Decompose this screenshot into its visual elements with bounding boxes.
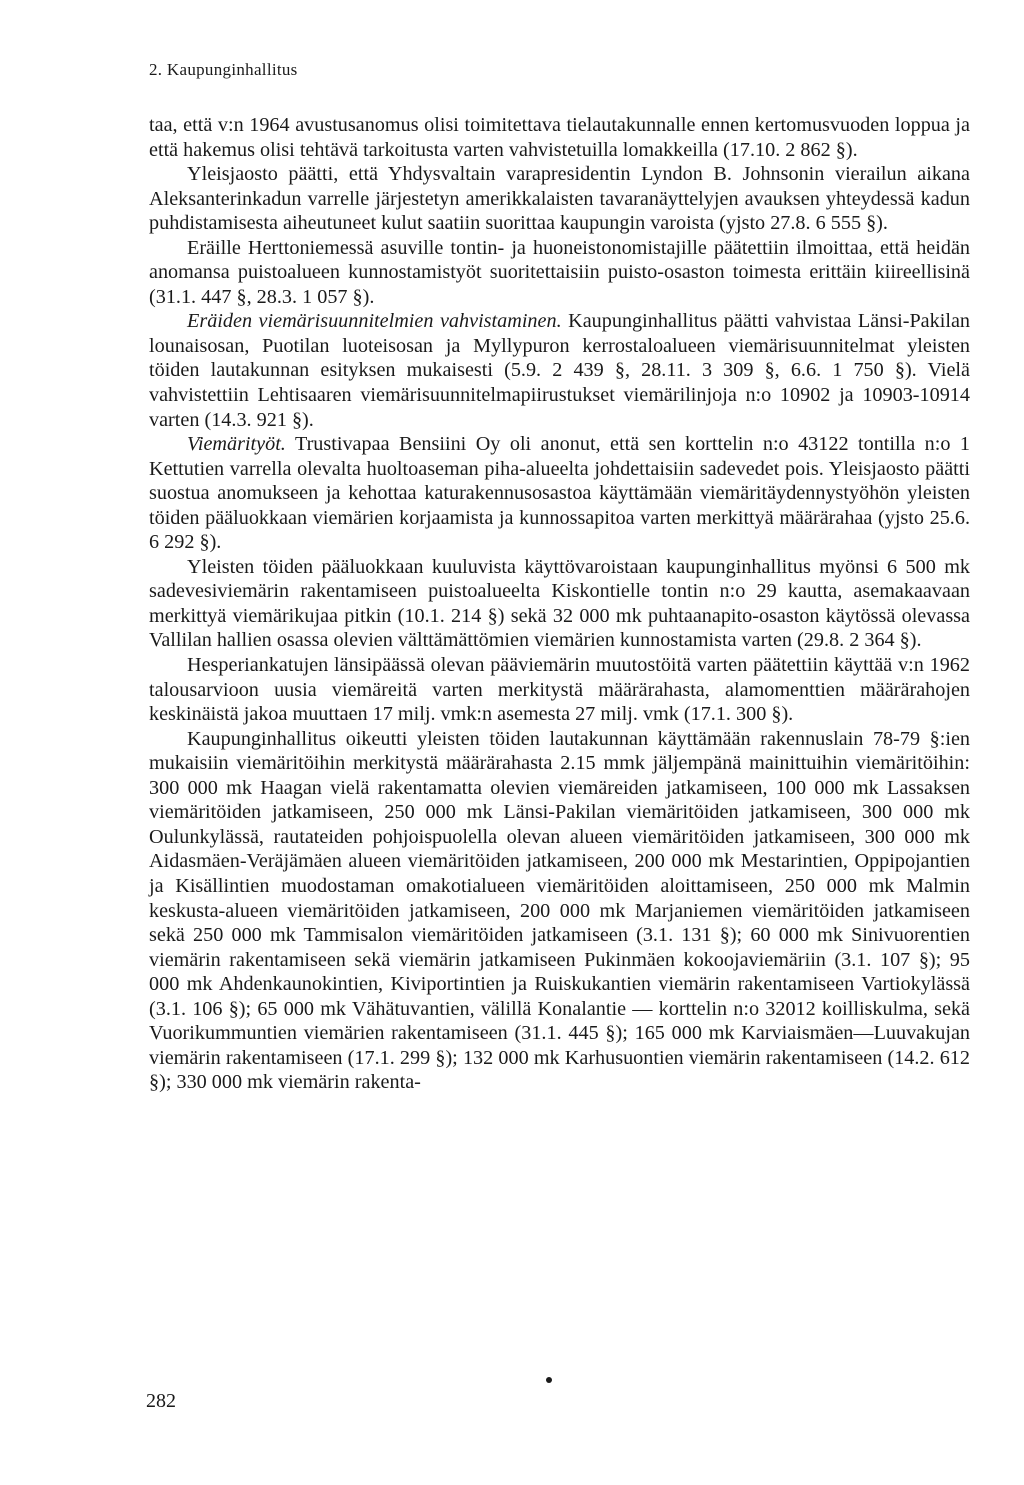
paragraph-4 [149,309,970,432]
paragraph-8 [149,727,970,1095]
paragraph-text: Eräille Herttoniemessä asuville tontin- ja huoneistonomistajille päätettiin ilmoittaa, että heidän anomansa puistoalueen kunnostamistyöt suoritettaisiin puisto-osaston toimesta erittäin kiireellisinä (31.1. 447 §, 28.3. 1 057 §). [149,236,970,308]
paragraph-text: Trustivapaa Bensiini Oy oli anonut, että sen korttelin n:o 43122 tontilla n:o 1 Kettutien varrella olevalta huoltoaseman piha-alueelta johdettaisiin sadevedet pois. Yleisjaosto päätti suostua anomukseen ja kehottaa katurakennusosastoa käyttämään viemäritäydennystyöhön yleisten töiden pääluokkaan viemärien korjaamista ja kunnossapitoa varten merkittyä määrärahaa (yjsto 25.6. 6 292 §). [149,433,970,554]
paragraph-5 [149,432,970,555]
paragraph-1 [149,113,970,162]
paragraph-text: taa, että v:n 1964 avustusanomus olisi toimitettava tielautakunnalle ennen kertomusvuoden loppua ja että hakemus olisi tehtävä tarkoitusta varten vahvistetuilla lomakkeilla (17.10. 2 862 §). [149,114,970,161]
section-heading: Viemärityöt. [187,433,286,456]
body-text [149,113,970,1095]
page-number: 282 [146,1390,176,1412]
paragraph-7 [149,653,970,727]
running-head: 2. Kaupunginhallitus [149,60,298,79]
paragraph-6 [149,555,970,653]
paragraph-2 [149,162,970,236]
print-dot-mark [546,1377,552,1383]
paragraph-3 [149,236,970,310]
paragraph-text: Yleisten töiden pääluokkaan kuuluvista käyttövaroistaan kaupunginhallitus myönsi 6 500 mk sadevesiviemärin rakentamiseen puistoalueelta Kiskontielle tontin n:o 29 kautta, asemakaavaan merkittyä viemärikujaa pitkin (10.1. 214 §) sekä 32 000 mk puhtaanapito-osaston käytössä olevassa Vallilan hallien osassa olevien välttämättömien viemärien kunnostamista varten (29.8. 2 364 §). [149,555,970,652]
paragraph-text: Kaupunginhallitus oikeutti yleisten töiden lautakunnan käyttämään rakennuslain 78-79 §:ien mukaisiin viemäritöihin merkitystä määrärahasta 2.15 mmk jäljempänä mainittuihin viemäritöihin: 300 000 mk Haagan vielä rakentamatta olevien viemäreiden jatkamiseen, 100 000 mk Lassaksen viemäritöiden jatkamiseen, 250 000 mk Länsi-Pakilan viemäritöiden jatkamiseen, 300 000 mk Oulunkylässä, rautateiden pohjoispuolella olevan alueen viemäritöiden jatkamiseen, 300 000 mk Aidasmäen-Veräjämäen alueen viemäritöiden jatkamiseen, 200 000 mk Mestarintien, Oppipojantien ja Kisällintien muodostaman omakotialueen viemäritöiden aloittamiseen, 250 000 mk Malmin keskusta-alueen viemäritöiden jatkamiseen, 200 000 mk Marjaniemen viemäritöiden jatkamiseen sekä 250 000 mk Tammisalon viemäritöiden jatkamiseen (3.1. 131 §); 60 000 mk Sinivuorentien viemärin rakentamiseen sekä viemärin jatkamiseen Pukinmäen kokoojaviemäriin (3.1. 107 §); 95 000 mk Ahdenkaunokintien, Kiviportintien ja Ruiskukantien viemärin rakentamiseen Vartiokylässä (3.1. 106 §); 65 000 mk Vähätuvantien, välillä Konalantie — korttelin n:o 32012 koilliskulma, sekä Vuorikummuntien viemärien rakentamiseen (31.1. 445 §); 165 000 mk Karviaismäen—Luuvakujan viemärin rakentamiseen (17.1. 299 §); 132 000 mk Karhusuontien viemärin rakentamiseen (14.2. 612 §); 330 000 mk viemärin rakenta- [149,727,970,1094]
paragraph-text: Hesperiankatujen länsipäässä olevan pääviemärin muutostöitä varten päätettiin käyttää v:n 1962 talousarvioon uusia viemäreitä varten merkitystä määrärahasta, alamomenttien määrärahojen keskinäistä jakoa muuttaen 17 milj. vmk:n asemesta 27 milj. vmk (17.1. 300 §). [149,654,970,726]
paragraph-text: Yleisjaosto päätti, että Yhdysvaltain varapresidentin Lyndon B. Johnsonin vierailun aikana Aleksanterinkadun varrelle järjestetyn amerikkalaisten tavaranäyttelyjen avauksen yhteydessä kadun puhdistamisesta aiheutuneet kulut saatiin suorittaa kaupungin varoista (yjsto 27.8. 6 555 §). [149,163,970,235]
section-heading: Eräiden viemärisuunnitelmien vahvistaminen. [187,310,562,333]
paragraph-text: Kaupunginhallitus päätti vahvistaa Länsi-Pakilan lounaisosan, Puotilan luoteisosan ja Myllypuron kerrostaloalueen viemärisuunnitelmat yleisten töiden lautakunnan esityksen mukaisesti (5.9. 2 439 §, 28.11. 3 309 §, 6.6. 1 750 §). Vielä vahvistettiin Lehtisaaren viemärisuunnitelmapiirustukset viemärilinjoja n:o 10902 ja 10903-10914 varten (14.3. 921 §). [149,310,971,431]
